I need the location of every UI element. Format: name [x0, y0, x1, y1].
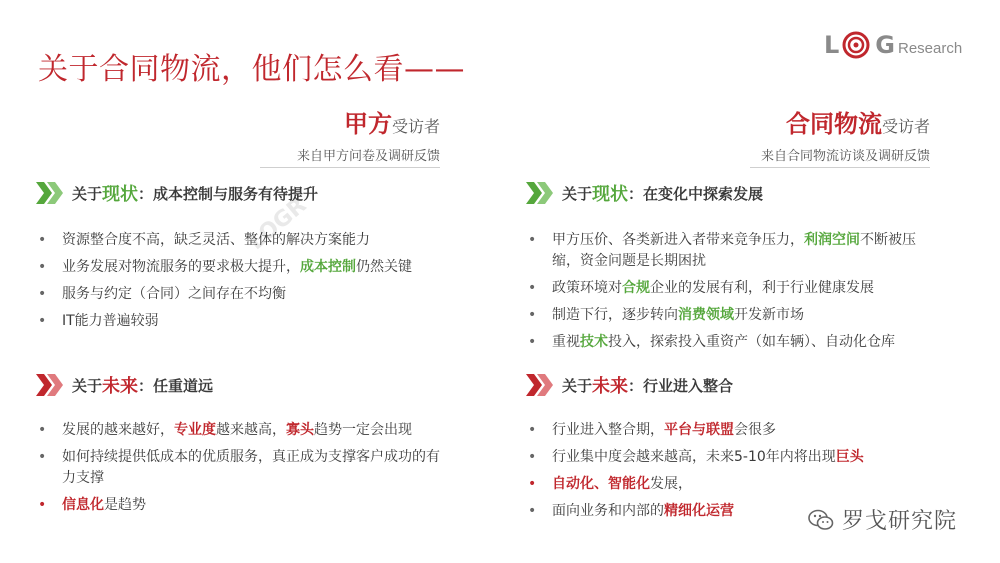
- item-text: 行业集中度会越来越高，未来5-10年内将出现: [552, 449, 836, 465]
- section-highlight: 未来: [592, 376, 629, 397]
- watermark-text: LOGR: [244, 192, 312, 256]
- double-chevron-red-icon: [524, 372, 556, 398]
- item-text: 企业的发展有利，利于行业健康发展: [650, 280, 874, 296]
- section-suffix: ：在变化中探索发展: [628, 184, 764, 203]
- bullet-list-left-future: [36, 420, 446, 522]
- source-note: 来自甲方问卷及调研反馈: [296, 149, 440, 164]
- highlight-text: 消费领域: [678, 307, 734, 323]
- list-item: [36, 257, 446, 278]
- bullet-dot: •: [38, 286, 47, 302]
- logo-letter-g: G: [875, 31, 895, 59]
- item-text: 资源整合度不高，缺乏灵活、整体的解决方案能力: [62, 232, 370, 248]
- list-item: [526, 305, 936, 326]
- item-text: IT能力普遍较弱: [62, 313, 159, 329]
- list-item: [526, 278, 936, 299]
- highlight-text: 自动化、智能化: [552, 476, 650, 492]
- highlight-text: 平台与联盟: [664, 422, 734, 438]
- section-suffix: ：成本控制与服务有待提升: [138, 184, 319, 203]
- item-text: 重视: [552, 334, 580, 350]
- section-future-heading: [524, 372, 733, 398]
- item-text: 甲方压价、各类新进入者带来竞争压力，: [552, 232, 804, 248]
- list-item: [526, 420, 936, 441]
- highlight-text: 巨头: [835, 449, 864, 465]
- highlight-text: 信息化: [62, 497, 104, 513]
- bullet-dot: •: [38, 232, 47, 248]
- section-highlight: 现状: [102, 184, 139, 205]
- bullet-dot: •: [38, 449, 47, 465]
- wechat-account: [808, 504, 957, 535]
- list-item: [36, 420, 446, 441]
- source-note: 来自合同物流访谈及调研反馈: [760, 149, 930, 164]
- section-highlight: 现状: [592, 184, 629, 205]
- double-chevron-green-icon: [34, 180, 66, 206]
- section-prefix: 关于: [562, 184, 593, 203]
- highlight-text: 合规: [622, 280, 650, 296]
- section-prefix: 关于: [72, 376, 103, 395]
- item-text: 发展的越来越好，: [62, 422, 174, 438]
- bullet-list-left-current: [36, 230, 446, 338]
- section-prefix: 关于: [562, 376, 593, 395]
- wechat-icon: [808, 509, 834, 531]
- divider: [750, 167, 930, 168]
- item-text: 服务与约定（合同）之间存在不均衡: [62, 286, 286, 302]
- bullet-dot: •: [528, 307, 537, 323]
- party-big: 甲方: [343, 110, 392, 138]
- bullet-dot: •: [528, 232, 537, 248]
- list-item: [36, 495, 446, 516]
- party-label-logistics: [786, 104, 930, 139]
- item-text: 行业进入整合期，: [552, 422, 664, 438]
- item-text: 越来越高，: [216, 422, 286, 438]
- highlight-text: 技术: [580, 334, 608, 350]
- list-item: [526, 230, 936, 272]
- bullet-dot: •: [528, 503, 537, 519]
- bullet-dot: •: [528, 449, 537, 465]
- item-text: 是趋势: [104, 497, 146, 513]
- bullet-dot: •: [528, 476, 537, 492]
- highlight-text: 专业度: [174, 422, 216, 438]
- bullet-dot: •: [38, 497, 47, 513]
- logo-letter-l: L: [824, 31, 840, 59]
- item-text: 业务发展对物流服务的要求极大提升，: [62, 259, 300, 275]
- highlight-text: 成本控制: [300, 259, 356, 275]
- item-text: 开发新市场: [734, 307, 804, 323]
- item-text: 会很多: [734, 422, 776, 438]
- bullet-dot: •: [528, 334, 537, 350]
- party-label-client: [344, 104, 440, 139]
- logo-research: Research: [898, 39, 963, 57]
- divider: [260, 167, 440, 168]
- double-chevron-green-icon: [524, 180, 556, 206]
- highlight-text: 精细化运营: [664, 503, 734, 519]
- bullet-dot: •: [528, 422, 537, 438]
- item-text: 投入，探索投入重资产（如车辆）、自动化仓库: [608, 334, 895, 350]
- item-text: 制造下行，逐步转向: [552, 307, 678, 323]
- column-client: [0, 0, 440, 563]
- column-contract-logistics: [490, 0, 930, 563]
- list-item: [526, 332, 936, 353]
- bullet-dot: •: [38, 259, 47, 275]
- item-text: 面向业务和内部的: [552, 503, 664, 519]
- section-highlight: 未来: [102, 376, 139, 397]
- list-item: [36, 230, 446, 251]
- list-item: [526, 447, 936, 468]
- item-text: 发展，: [650, 476, 692, 492]
- item-text: 如何持续提供低成本的优质服务，真正成为支撑客户成功的有力支撑: [62, 449, 440, 486]
- section-suffix: ：行业进入整合: [628, 376, 734, 395]
- list-item: [36, 447, 446, 489]
- section-current-heading: [34, 180, 318, 206]
- section-suffix: ：任重道远: [138, 376, 214, 395]
- highlight-text: 利润空间: [804, 232, 860, 248]
- bullet-dot: •: [528, 280, 537, 296]
- bullet-dot: •: [38, 422, 47, 438]
- section-future-heading: [34, 372, 213, 398]
- list-item: [36, 284, 446, 305]
- highlight-text: 寡头: [286, 422, 314, 438]
- bullet-list-right-current: [526, 230, 936, 359]
- section-current-heading: [524, 180, 763, 206]
- section-prefix: 关于: [72, 184, 103, 203]
- wechat-account-name: 罗戈研究院: [842, 509, 958, 534]
- party-small: 受访者: [391, 117, 440, 136]
- item-text: 政策环境对: [552, 280, 622, 296]
- double-chevron-red-icon: [34, 372, 66, 398]
- list-item: [526, 474, 936, 495]
- party-small: 受访者: [881, 117, 930, 136]
- party-big: 合同物流: [785, 110, 882, 138]
- item-text: 趋势一定会出现: [314, 422, 412, 438]
- bullet-dot: •: [38, 313, 47, 329]
- page-title: 关于合同物流，他们怎么看——: [38, 52, 465, 87]
- list-item: [36, 311, 446, 332]
- item-text: 仍然关键: [356, 259, 412, 275]
- item-text: 不断被压缩，资金问题是长期困扰: [552, 232, 916, 269]
